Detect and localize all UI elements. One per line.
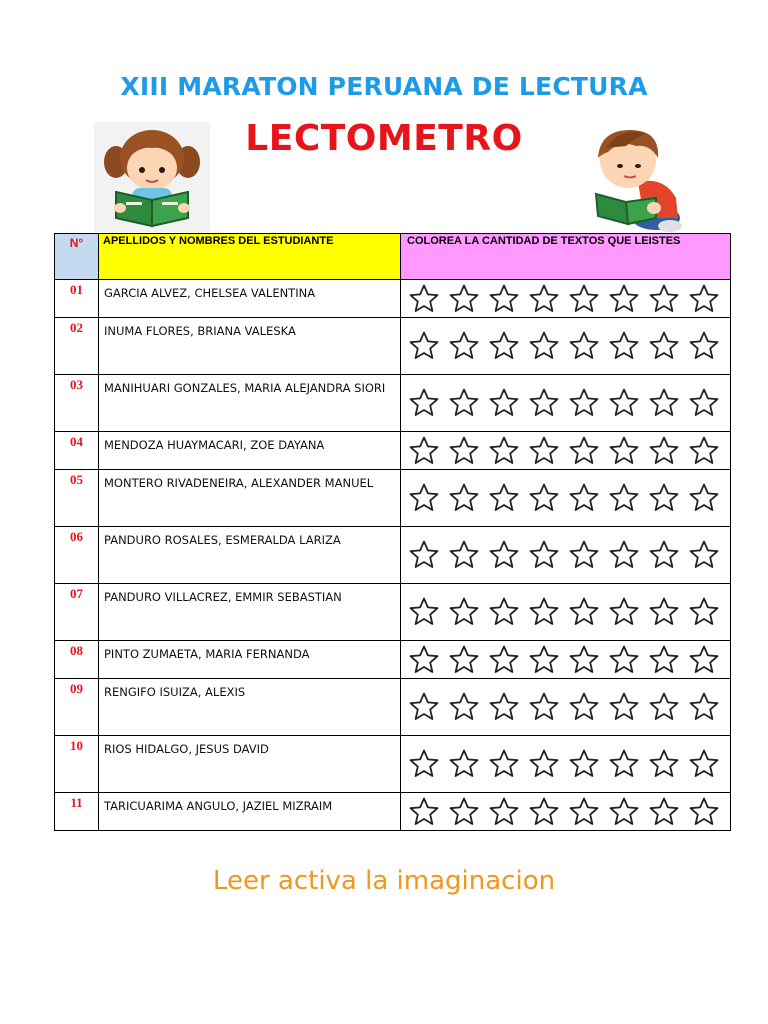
star-outline-icon[interactable] [608, 435, 640, 467]
star-outline-icon[interactable] [528, 435, 560, 467]
row-number: 05 [55, 470, 99, 527]
star-outline-icon[interactable] [408, 482, 440, 514]
star-rating [403, 596, 728, 628]
column-header-number: N° [55, 234, 99, 280]
star-outline-icon[interactable] [528, 330, 560, 362]
star-outline-icon[interactable] [568, 539, 600, 571]
table-row [55, 280, 731, 318]
star-rating-cell [401, 679, 731, 736]
star-rating-cell [401, 470, 731, 527]
star-outline-icon[interactable] [608, 387, 640, 419]
star-outline-icon[interactable] [648, 644, 680, 676]
star-outline-icon[interactable] [688, 748, 720, 780]
star-rating [403, 644, 728, 676]
star-rating-cell [401, 432, 731, 470]
star-outline-icon[interactable] [568, 482, 600, 514]
page-title: XIII MARATON PERUANA DE LECTURA [120, 72, 648, 101]
table-row [55, 641, 731, 679]
star-outline-icon[interactable] [688, 644, 720, 676]
reading-table [54, 233, 731, 831]
star-outline-icon[interactable] [448, 482, 480, 514]
star-outline-icon[interactable] [568, 748, 600, 780]
star-outline-icon[interactable] [608, 796, 640, 828]
star-outline-icon[interactable] [608, 748, 640, 780]
star-outline-icon[interactable] [688, 539, 720, 571]
star-outline-icon[interactable] [648, 435, 680, 467]
star-rating [403, 539, 728, 571]
star-outline-icon[interactable] [648, 796, 680, 828]
star-outline-icon[interactable] [608, 539, 640, 571]
table-row [55, 470, 731, 527]
star-outline-icon[interactable] [608, 482, 640, 514]
star-outline-icon[interactable] [448, 748, 480, 780]
star-outline-icon[interactable] [648, 283, 680, 315]
star-rating-cell [401, 527, 731, 584]
star-rating [403, 330, 728, 362]
student-name: MONTERO RIVADENEIRA, ALEXANDER MANUEL [99, 470, 401, 527]
star-outline-icon[interactable] [688, 596, 720, 628]
table-row [55, 793, 731, 831]
star-outline-icon[interactable] [408, 596, 440, 628]
star-rating-cell [401, 375, 731, 432]
star-outline-icon[interactable] [648, 330, 680, 362]
student-name: PINTO ZUMAETA, MARIA FERNANDA [99, 641, 401, 679]
star-outline-icon[interactable] [688, 283, 720, 315]
row-number: 09 [55, 679, 99, 736]
row-number: 08 [55, 641, 99, 679]
star-outline-icon[interactable] [648, 387, 680, 419]
star-rating-cell [401, 584, 731, 641]
student-name: INUMA FLORES, BRIANA VALESKA [99, 318, 401, 375]
row-number: 04 [55, 432, 99, 470]
star-outline-icon[interactable] [608, 644, 640, 676]
star-outline-icon[interactable] [568, 387, 600, 419]
star-outline-icon[interactable] [528, 796, 560, 828]
star-outline-icon[interactable] [648, 748, 680, 780]
star-outline-icon[interactable] [528, 691, 560, 723]
star-outline-icon[interactable] [648, 539, 680, 571]
star-rating-cell [401, 736, 731, 793]
star-rating-cell [401, 793, 731, 831]
star-outline-icon[interactable] [648, 482, 680, 514]
student-name: MENDOZA HUAYMACARI, ZOE DAYANA [99, 432, 401, 470]
row-number: 07 [55, 584, 99, 641]
star-outline-icon[interactable] [608, 330, 640, 362]
star-outline-icon[interactable] [488, 691, 520, 723]
column-header-name: APELLIDOS Y NOMBRES DEL ESTUDIANTE [99, 234, 401, 280]
column-header-stars: COLOREA LA CANTIDAD DE TEXTOS QUE LEISTES [401, 234, 731, 280]
star-rating [403, 796, 728, 828]
star-outline-icon[interactable] [568, 644, 600, 676]
star-outline-icon[interactable] [688, 691, 720, 723]
star-outline-icon[interactable] [608, 596, 640, 628]
star-outline-icon[interactable] [608, 691, 640, 723]
star-outline-icon[interactable] [648, 691, 680, 723]
star-outline-icon[interactable] [568, 435, 600, 467]
footer-slogan: Leer activa la imaginacion [212, 866, 556, 896]
star-outline-icon[interactable] [528, 283, 560, 315]
star-outline-icon[interactable] [448, 435, 480, 467]
star-outline-icon[interactable] [568, 691, 600, 723]
star-outline-icon[interactable] [488, 596, 520, 628]
star-outline-icon[interactable] [528, 748, 560, 780]
star-outline-icon[interactable] [528, 387, 560, 419]
star-rating [403, 435, 728, 467]
star-outline-icon[interactable] [448, 691, 480, 723]
star-rating [403, 283, 728, 315]
star-outline-icon[interactable] [488, 283, 520, 315]
star-outline-icon[interactable] [688, 387, 720, 419]
table-row [55, 432, 731, 470]
star-outline-icon[interactable] [408, 644, 440, 676]
student-name: PANDURO VILLACREZ, EMMIR SEBASTIAN [99, 584, 401, 641]
star-outline-icon[interactable] [568, 330, 600, 362]
boy-reading-icon [586, 122, 690, 234]
star-outline-icon[interactable] [528, 539, 560, 571]
star-outline-icon[interactable] [408, 435, 440, 467]
star-outline-icon[interactable] [488, 796, 520, 828]
star-outline-icon[interactable] [408, 330, 440, 362]
star-outline-icon[interactable] [488, 748, 520, 780]
star-rating [403, 748, 728, 780]
table-row [55, 375, 731, 432]
star-outline-icon[interactable] [528, 644, 560, 676]
star-outline-icon[interactable] [488, 539, 520, 571]
star-rating [403, 387, 728, 419]
star-rating [403, 691, 728, 723]
row-number: 06 [55, 527, 99, 584]
row-number: 02 [55, 318, 99, 375]
star-outline-icon[interactable] [408, 691, 440, 723]
table-row [55, 736, 731, 793]
star-outline-icon[interactable] [408, 283, 440, 315]
table-row [55, 527, 731, 584]
page-subtitle: LECTOMETRO [245, 118, 523, 159]
star-outline-icon[interactable] [408, 539, 440, 571]
star-rating [403, 482, 728, 514]
student-name: MANIHUARI GONZALES, MARIA ALEJANDRA SIORI [99, 375, 401, 432]
star-outline-icon[interactable] [568, 283, 600, 315]
star-outline-icon[interactable] [448, 796, 480, 828]
star-outline-icon[interactable] [688, 435, 720, 467]
star-outline-icon[interactable] [688, 796, 720, 828]
star-outline-icon[interactable] [528, 482, 560, 514]
star-outline-icon[interactable] [448, 387, 480, 419]
star-outline-icon[interactable] [528, 596, 560, 628]
star-outline-icon[interactable] [448, 283, 480, 315]
student-name: GARCIA ALVEZ, CHELSEA VALENTINA [99, 280, 401, 318]
star-outline-icon[interactable] [448, 330, 480, 362]
star-outline-icon[interactable] [488, 435, 520, 467]
table-row [55, 318, 731, 375]
star-outline-icon[interactable] [488, 387, 520, 419]
star-outline-icon[interactable] [488, 330, 520, 362]
star-outline-icon[interactable] [488, 644, 520, 676]
star-outline-icon[interactable] [568, 796, 600, 828]
star-outline-icon[interactable] [408, 748, 440, 780]
star-outline-icon[interactable] [448, 644, 480, 676]
row-number: 11 [55, 793, 99, 831]
star-outline-icon[interactable] [688, 482, 720, 514]
student-name: RIOS HIDALGO, JESUS DAVID [99, 736, 401, 793]
student-name: PANDURO ROSALES, ESMERALDA LARIZA [99, 527, 401, 584]
student-name: RENGIFO ISUIZA, ALEXIS [99, 679, 401, 736]
table-row [55, 584, 731, 641]
star-rating-cell [401, 280, 731, 318]
row-number: 03 [55, 375, 99, 432]
row-number: 10 [55, 736, 99, 793]
row-number: 01 [55, 280, 99, 318]
student-name: TARICUARIMA ANGULO, JAZIEL MIZRAIM [99, 793, 401, 831]
star-outline-icon[interactable] [568, 596, 600, 628]
star-rating-cell [401, 318, 731, 375]
table-row [55, 679, 731, 736]
star-outline-icon[interactable] [608, 283, 640, 315]
star-outline-icon[interactable] [408, 387, 440, 419]
star-outline-icon[interactable] [408, 796, 440, 828]
star-outline-icon[interactable] [448, 596, 480, 628]
star-outline-icon[interactable] [448, 539, 480, 571]
star-rating-cell [401, 641, 731, 679]
star-outline-icon[interactable] [688, 330, 720, 362]
star-outline-icon[interactable] [488, 482, 520, 514]
girl-reading-icon [94, 122, 210, 232]
star-outline-icon[interactable] [648, 596, 680, 628]
